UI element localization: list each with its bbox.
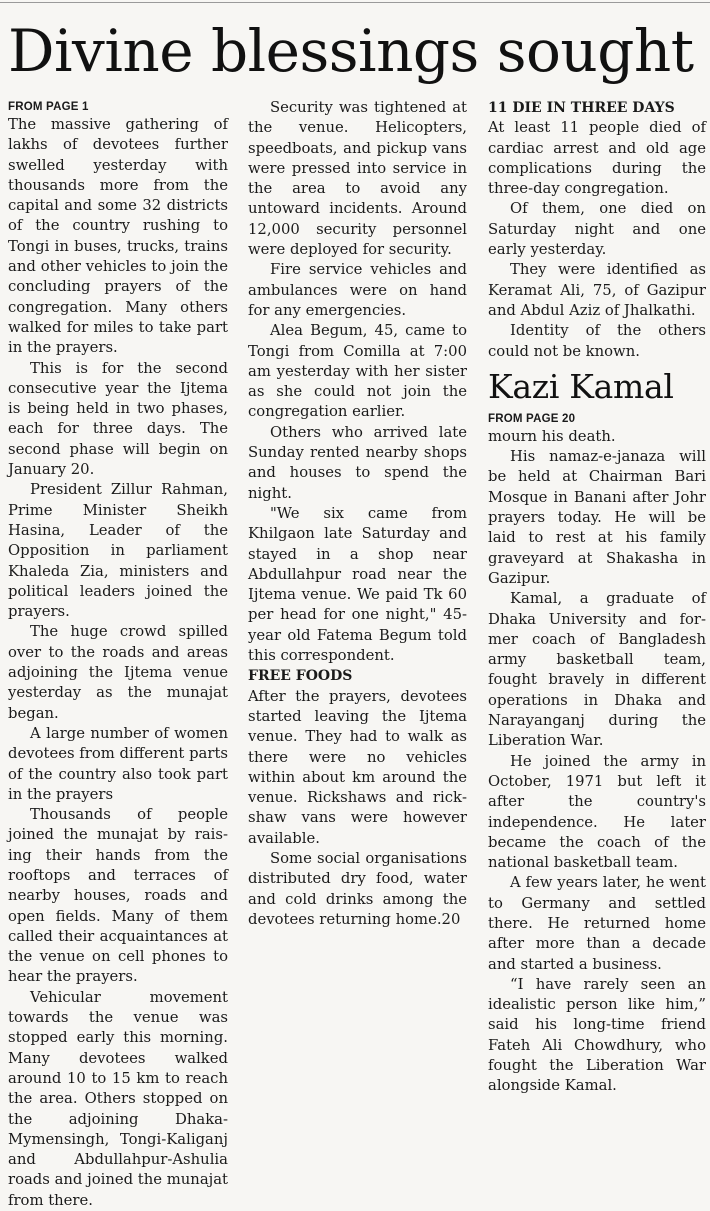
article-paragraph: Fire service vehicles and ambulances were on hand for any emergencies. — [248, 261, 467, 319]
column-1 — [8, 98, 228, 1209]
article-paragraph: Alea Begum, 45, came to Tongi from Comilla at 7:00 am yesterday with her sister as she could not join the congregation earlier. — [248, 322, 467, 421]
article-paragraph: Identity of the others could not be known. — [488, 322, 706, 360]
headline: Divine blessings sought — [8, 17, 694, 85]
article-paragraph: Security was tightened at the venue. Helicopters, speedboats, and pickup vans were pressed into service in the area to avoid any untoward incidents. Around 12,000 security personnel were deployed for security. — [248, 99, 467, 259]
article-paragraph: After the prayers, devotees started leaving the Ijtema venue. They had to walk as there were no vehicles within about km around the venue. Rickshaws and rickshaw vans were however available. — [248, 687, 467, 847]
article-paragraph: Kamal, a graduate of Dhaka University and former coach of Bangladesh army basketball team, fought bravely in different operations in Dhaka and Narayanganj during the Liberation War. — [488, 590, 706, 750]
article-paragraph: Others who arrived late Sunday rented nearby shops and houses to spend the night. — [248, 423, 467, 502]
article-paragraph: A large number of women devotees from different parts of the country also took part in the prayers — [8, 724, 228, 803]
article-paragraph: The massive gathering of lakhs of devotees further swelled yesterday with thousands more from the capital and some 32 districts of the country rushing to Tongi in buses, trucks, trains and other vehicles to join the concluding prayers of the congregation. Many others walked for miles to take part in the prayers. — [8, 116, 228, 357]
column-2 — [248, 98, 467, 1092]
article-paragraph: A few years later, he went to Germany and settled there. He returned home after more than a decade and started a business. — [488, 874, 706, 973]
top-rule — [0, 2, 710, 3]
article-paragraph: "We six came from Khilgaon late Saturday and stayed in a shop near Abdullahpur road near the Ijtema venue. We paid Tk 60 per head for one night," 45-year old Fatema Begum told this correspondent. — [248, 504, 467, 665]
article-paragraph: President Zillur Rahman, Prime Minister Sheikh Hasina, Leader of the Opposition in parliament Khaleda Zia, ministers and political leaders joined the prayers. — [8, 481, 228, 621]
article-paragraph-continued: Vehicular movement towards the venue was stopped early this morning. Many devotees walked around 10 to 15 km to reach the area. Others stopped on the adjoining Dhaka-Mymensingh, Tongi-Kaliganj and Abdullahpur-Ashulia roads and joined the munajat from there. — [8, 988, 228, 1209]
second-headline: Kazi Kamal — [488, 366, 674, 406]
article-paragraph: “I have rarely seen an idealistic person like him,” said his long-time friend Fateh Ali Chowdhury, who fought the Liberation War alongside Kamal. — [488, 975, 706, 1095]
kicker-from-page-20: FROM PAGE 20 — [488, 412, 576, 425]
article-paragraph: At least 11 people died of cardiac arrest and old age complications during the three-day congregation. — [488, 119, 706, 198]
article-paragraph: They were identified as Keramat Ali, 75, of Gazipur and Abdul Aziz of Jhalkathi. — [488, 261, 706, 319]
article-paragraph: Thousands of people joined the munajat by raising their hands from the rooftops and terraces of nearby houses, roads and open fields. Many of them called their acquaintances at the venue on cell phones to hear the prayers. — [8, 806, 228, 986]
article-paragraph: mourn his death. — [488, 427, 616, 445]
kicker-from-page-1: FROM PAGE 1 — [8, 101, 89, 113]
article-paragraph: The huge crowd spilled over to the roads and areas adjoining the Ijtema venue yesterday as the munajat began. — [8, 623, 228, 722]
subhead-free-foods: FREE FOODS — [248, 668, 353, 685]
article-paragraph: He joined the army in October, 1971 but left it after the country's independence. He later became the coach of the national basketball team. — [488, 752, 706, 872]
article-paragraph: Of them, one died on Saturday night and one early yesterday. — [488, 200, 706, 259]
column-3 — [488, 98, 706, 1095]
article-paragraph: This is for the second consecutive year the Ijtema is being held in two phases, each for three days. The second phase will begin on January 20. — [8, 359, 228, 479]
subhead-deaths: 11 DIE IN THREE DAYS — [488, 100, 675, 116]
article-paragraph-continued: Some social organisations distributed dry food, water and cold drinks among the devotees returning home.20 — [248, 849, 467, 928]
article-paragraph: His namaz-e-janaza will be held at Chairman Bari Mosque in Banani after Johr prayers today. He will be laid to rest at his family graveyard at Shakasha in Gazipur. — [488, 448, 706, 587]
